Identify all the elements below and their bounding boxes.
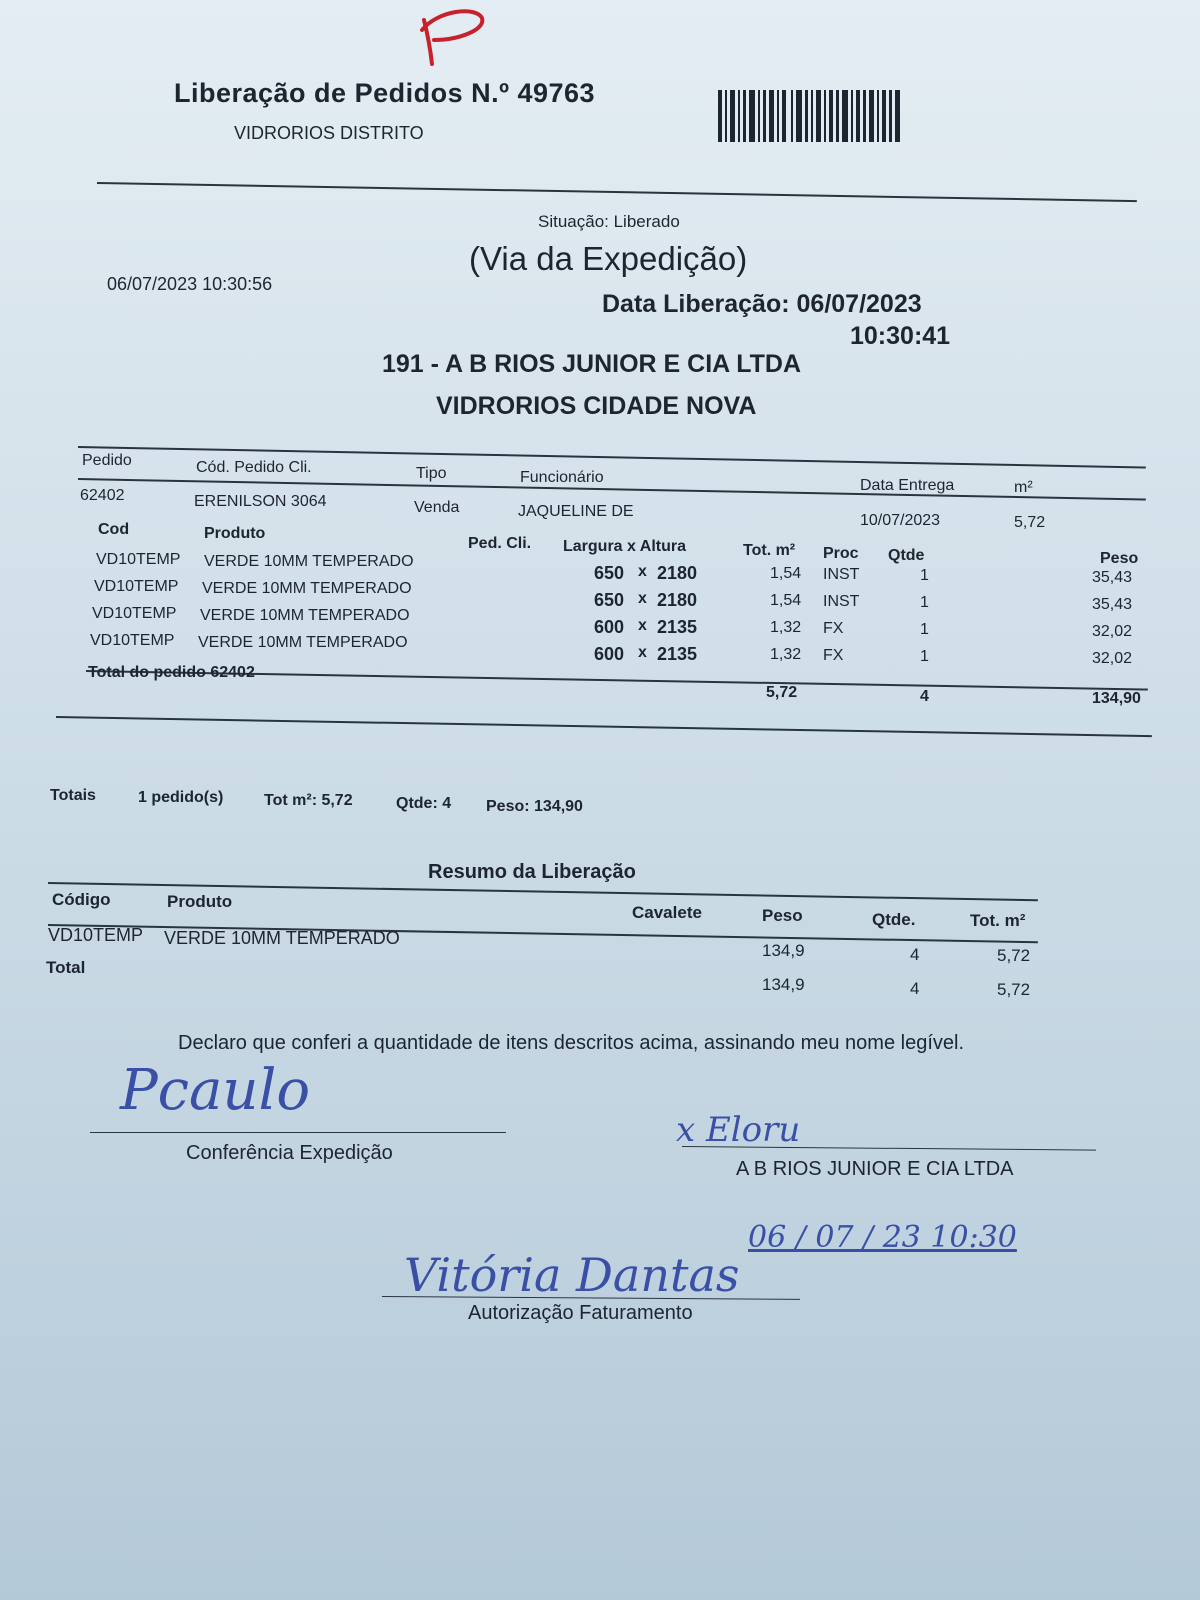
- totals-m2: Tot m²: 5,72: [264, 792, 353, 809]
- order-total-qtde: 4: [920, 688, 929, 705]
- item-largura: 600: [594, 617, 625, 637]
- item-produto: VERDE 10MM TEMPERADO: [198, 634, 408, 651]
- items-header-ped-cli: Ped. Cli.: [468, 535, 532, 552]
- item-tot-m2: 1,54: [770, 592, 802, 609]
- item-qtde: 1: [920, 621, 929, 638]
- declaration-text: Declaro que conferi a quantidade de itens descritos acima, assinando meu nome legível.: [178, 1032, 965, 1054]
- header-divider: [97, 182, 1137, 202]
- item-altura: 2135: [657, 644, 698, 664]
- left-signature-line: [90, 1132, 506, 1133]
- item-altura: 2180: [657, 563, 698, 583]
- red-handwritten-p-mark: [418, 6, 490, 70]
- item-largura: 650: [594, 590, 625, 610]
- items-header-qtde: Qtde: [888, 547, 925, 564]
- item-produto: VERDE 10MM TEMPERADO: [202, 580, 412, 597]
- items-header-produto: Produto: [204, 525, 266, 542]
- summary-col-cavalete: Cavalete: [632, 903, 702, 922]
- col-header-pedido: Pedido: [82, 452, 132, 469]
- left-signature-label: Conferência Expedição: [186, 1142, 393, 1164]
- item-proc: INST: [823, 566, 860, 583]
- summary-total-qtde: 4: [910, 979, 920, 998]
- order-table-bottom-rule: [56, 716, 1152, 737]
- summary-row-peso: 134,9: [762, 941, 805, 960]
- right-signature-label: A B RIOS JUNIOR E CIA LTDA: [736, 1158, 1014, 1180]
- document-title: Liberação de Pedidos N.º 49763: [174, 78, 596, 108]
- handwritten-date: 06 / 07 / 23 10:30: [748, 1220, 1017, 1255]
- order-m2: 5,72: [1014, 514, 1046, 531]
- company-name: VIDRORIOS DISTRITO: [234, 123, 424, 143]
- items-header-dims: Largura x Altura: [563, 538, 686, 555]
- summary-total-peso: 134,9: [762, 975, 805, 994]
- summary-total-m2: 5,72: [997, 980, 1031, 999]
- summary-col-m2: Tot. m²: [970, 911, 1026, 930]
- item-altura: 2135: [657, 617, 698, 637]
- item-x: x: [638, 590, 647, 607]
- items-header-tot-m2: Tot. m²: [743, 542, 796, 559]
- summary-row-m2: 5,72: [997, 946, 1031, 965]
- item-produto: VERDE 10MM TEMPERADO: [204, 553, 414, 570]
- item-proc: FX: [823, 620, 844, 637]
- item-tot-m2: 1,32: [770, 646, 802, 663]
- totals-label: Totais: [50, 787, 96, 804]
- item-largura: 600: [594, 644, 625, 664]
- item-produto: VERDE 10MM TEMPERADO: [200, 607, 410, 624]
- barcode: [718, 90, 900, 142]
- summary-row-produto: VERDE 10MM TEMPERADO: [164, 928, 400, 948]
- order-total-m2: 5,72: [766, 684, 798, 701]
- items-header-proc: Proc: [823, 545, 859, 562]
- col-header-cod-cli: Cód. Pedido Cli.: [196, 459, 312, 476]
- item-peso: 32,02: [1092, 623, 1133, 640]
- item-cod: VD10TEMP: [92, 605, 177, 622]
- status-text: Situação: Liberado: [538, 212, 680, 231]
- print-datetime: 06/07/2023 10:30:56: [107, 274, 273, 294]
- item-proc: INST: [823, 593, 860, 610]
- item-cod: VD10TEMP: [94, 578, 179, 595]
- order-funcionario: JAQUELINE DE: [518, 503, 634, 520]
- item-qtde: 1: [920, 594, 929, 611]
- totals-pedidos: 1 pedido(s): [138, 789, 224, 806]
- summary-col-codigo: Código: [52, 890, 111, 909]
- item-x: x: [638, 563, 647, 580]
- item-altura: 2180: [657, 590, 698, 610]
- item-cod: VD10TEMP: [90, 632, 175, 649]
- bottom-signature-handwriting: Vitória Dantas: [404, 1248, 740, 1302]
- item-peso: 32,02: [1092, 650, 1133, 667]
- col-header-data-entrega: Data Entrega: [860, 477, 955, 494]
- summary-col-peso: Peso: [762, 906, 803, 925]
- item-cod: VD10TEMP: [96, 551, 181, 568]
- client-name: 191 - A B RIOS JUNIOR E CIA LTDA: [382, 350, 802, 378]
- summary-title: Resumo da Liberação: [428, 861, 636, 883]
- item-tot-m2: 1,32: [770, 619, 802, 636]
- item-qtde: 1: [920, 648, 929, 665]
- item-tot-m2: 1,54: [770, 565, 802, 582]
- summary-col-qtde: Qtde.: [872, 910, 916, 929]
- items-header-peso: Peso: [1100, 550, 1139, 567]
- bottom-signature-label: Autorização Faturamento: [468, 1302, 693, 1324]
- order-tipo: Venda: [414, 499, 460, 516]
- item-proc: FX: [823, 647, 844, 664]
- summary-row-qtde: 4: [910, 945, 920, 964]
- left-signature-handwriting: Pcaulo: [120, 1058, 311, 1123]
- order-total-peso: 134,90: [1092, 690, 1141, 707]
- client-branch: VIDRORIOS CIDADE NOVA: [436, 392, 757, 420]
- release-date: Data Liberação: 06/07/2023: [602, 290, 922, 318]
- col-header-funcionario: Funcionário: [520, 469, 604, 486]
- summary-total-label: Total: [46, 958, 86, 977]
- summary-col-produto: Produto: [167, 892, 233, 911]
- summary-row-codigo: VD10TEMP: [48, 925, 144, 945]
- item-x: x: [638, 644, 647, 661]
- item-largura: 650: [594, 563, 625, 583]
- item-peso: 35,43: [1092, 569, 1133, 586]
- order-cod-cli: ERENILSON 3064: [194, 493, 327, 510]
- order-total-label: Total do pedido 62402: [88, 664, 255, 681]
- item-x: x: [638, 617, 647, 634]
- col-header-tipo: Tipo: [416, 465, 447, 482]
- totals-qtde: Qtde: 4: [396, 795, 452, 812]
- totals-peso: Peso: 134,90: [486, 798, 583, 815]
- item-peso: 35,43: [1092, 596, 1133, 613]
- order-pedido: 62402: [80, 487, 125, 504]
- col-header-m2: m²: [1014, 479, 1033, 496]
- release-time: 10:30:41: [850, 322, 951, 350]
- items-header-cod: Cod: [98, 521, 130, 538]
- order-data-entrega: 10/07/2023: [860, 512, 941, 529]
- item-qtde: 1: [920, 567, 929, 584]
- copy-type: (Via da Expedição): [469, 240, 748, 277]
- right-signature-handwriting: x Eloru: [676, 1110, 801, 1150]
